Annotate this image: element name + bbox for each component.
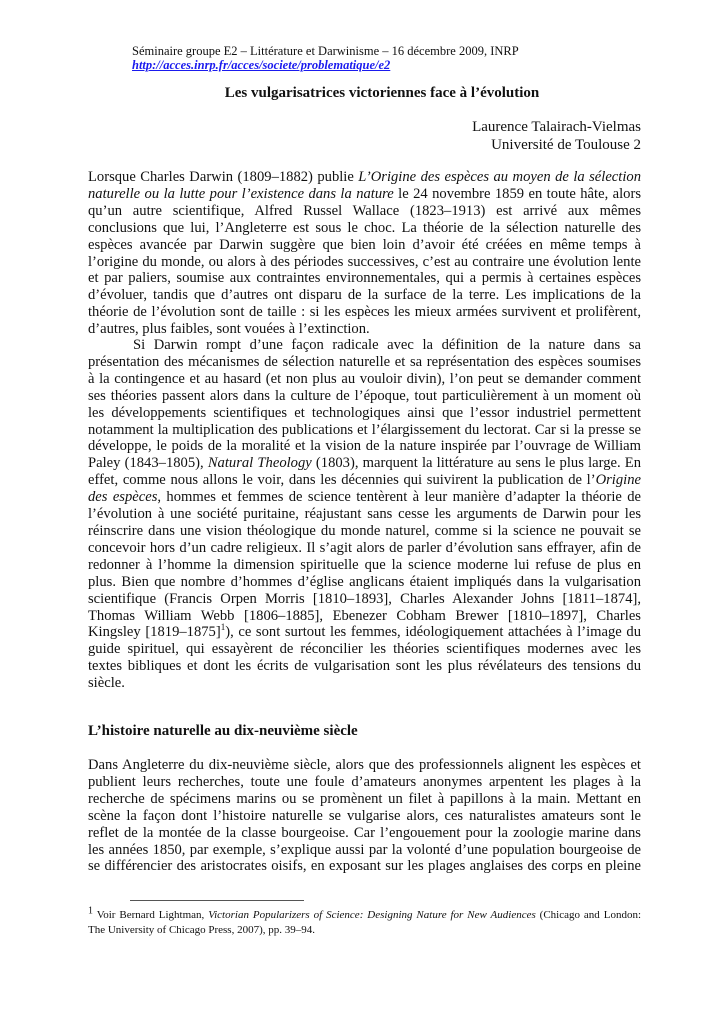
- text-run: se différencier des aristocrates oisifs, en exposant sur les plages anglaises des corps en pleine: [88, 858, 641, 875]
- footnote-marker: 1: [88, 905, 93, 917]
- text-run: qu’un autre scientifique, Alfred Russel Wallace (1823–1913) est arrivé aux mêmes: [88, 202, 641, 219]
- text-run: publient leurs recherches, toute une foule d’amateurs anonymes arpentent les plages à la: [88, 773, 641, 790]
- text-line: [88, 455, 641, 472]
- text-line: [88, 574, 641, 591]
- text-line: [88, 321, 641, 338]
- text-line: [88, 220, 641, 237]
- text-line: [88, 540, 641, 557]
- text-line: [88, 842, 641, 859]
- text-run: espèces avancée par Darwin suggère que bien loin d’avoir été créées en même temps à: [88, 236, 641, 253]
- text-run: Lorsque Charles Darwin (1809–1882) publie: [88, 169, 359, 185]
- text-run: le 24 novembre 1859 en toute hâte, alors: [393, 185, 641, 202]
- text-line: [88, 675, 641, 692]
- text-line: [88, 658, 641, 675]
- text-run: développe, le poids de la moralité et la vision de la nature inspirée par l’ouvrage de William: [88, 438, 641, 455]
- italic-title: Natural Theology: [207, 455, 312, 472]
- text-run: (1803), marquent la littérature au sens le plus large. En: [311, 455, 642, 472]
- text-run: siècle.: [88, 675, 125, 692]
- text-line: [88, 506, 641, 523]
- seminar-link[interactable]: http://acces.inrp.fr/acces/societe/problematique/e2: [132, 58, 391, 72]
- text-run: conclusions que lui, l’Angleterre est sous le choc. La théorie de la sélection naturelle des: [88, 219, 641, 236]
- text-line: [88, 858, 641, 875]
- text-line: [88, 489, 641, 506]
- text-line: [88, 608, 641, 625]
- text-line: [88, 557, 641, 574]
- text-line: [88, 438, 641, 455]
- text-run: guide spirituel, qui essayèrent de réconcilier les théories scientifiques modernes avec les: [88, 641, 641, 658]
- text-run: effet, comme nous allons le voir, dans les décennies qui suivirent la publication de l’: [88, 472, 596, 489]
- footnote-divider: [130, 900, 304, 901]
- text-run: d’évoluer, tandis que d’autres ont disparu de la surface de la terre. Les implications de la: [88, 287, 641, 304]
- paragraph-3: [88, 757, 641, 875]
- text-run: ), ce sont surtout les femmes, idéologiquement attachées à l’image du: [225, 624, 641, 641]
- text-line: [88, 591, 641, 608]
- text-run: d’autres, plus faibles, sont vouées à l’extinction.: [88, 321, 370, 338]
- text-line: [88, 905, 642, 923]
- italic-title: Origine: [595, 472, 641, 489]
- text-run: notamment la multiplication des publications et l’élargissement du lectorat. Car si la presse se: [88, 421, 641, 438]
- text-line: [88, 169, 641, 186]
- text-run: les années 1850, par exemple, s’explique aussi par la volonté d’une population bourgeoise de: [88, 841, 641, 858]
- text-line: [88, 304, 641, 321]
- italic-title: des espèces: [88, 489, 158, 506]
- text-line: [88, 641, 641, 658]
- footnote: [88, 905, 642, 938]
- text-line: [88, 254, 641, 271]
- text-run: ses théories passent alors dans la culture de l’époque, tout particulièrement à un moment où: [88, 387, 641, 404]
- text-run: à la contingence et au hasard (et non plus au vouloir divin), l’on peut se demander comment: [88, 370, 641, 387]
- text-line: [88, 270, 641, 287]
- text-line: [88, 388, 641, 405]
- text-line: [88, 757, 641, 774]
- text-run: Paley (1843–1805),: [88, 455, 208, 472]
- text-run: plus. Bien que nombre d’hommes d’église anglicans étaient impliqués dans la vulgarisation: [88, 573, 641, 590]
- paragraph-1: [88, 169, 641, 338]
- author-block: [472, 118, 641, 154]
- text-run: et par paliers, soumise aux contraintes environnementales, qui a permis à certaines espèces: [88, 270, 641, 287]
- text-run: scientifique (Francis Orpen Morris [1810–1893], Charles Alexander Johns [1811–1874],: [88, 590, 641, 607]
- italic-title: L’Origine des espèces au moyen de la sélection: [358, 169, 641, 185]
- text-line: [88, 472, 641, 489]
- text-line: [88, 287, 641, 304]
- footnote-marker: 1: [220, 622, 226, 633]
- text-run: Thomas William Webb [1806–1885], Ebenezer Cobham Brewer [1810–1897], Charles: [88, 607, 641, 624]
- text-line: [88, 405, 641, 422]
- text-line: [88, 354, 641, 371]
- text-run: Voir Bernard Lightman,: [93, 909, 209, 921]
- text-run: textes bibliques et dont les écrits de vulgarisation sont les plus révélateurs des tensions du: [88, 658, 641, 675]
- text-line: [88, 523, 641, 540]
- text-run: (Chicago and London:: [535, 909, 642, 921]
- text-run: théorie de l’évolution sont de taille : si les espèces les mieux armées survivent et prolifèrent,: [88, 304, 641, 321]
- text-line: [88, 825, 641, 842]
- author-affiliation: Université de Toulouse 2: [491, 137, 641, 153]
- text-run: l’évolution à une société puritaine, réajustant sans cesse les arguments de Darwin pour les: [88, 506, 641, 523]
- text-line: [88, 422, 641, 439]
- italic-title: Victorian Popularizers of Science: Designing Nature for New Audiences: [208, 909, 536, 921]
- text-run: reflet de la montée de la classe bourgeoise. Car l’engouement pour la zoologie marine dans: [88, 824, 641, 841]
- text-run: concevoir hors d’un cadre religieux. Il s’agit alors de parler d’évolution sans effrayer, afin de: [88, 539, 641, 556]
- document-title: Les vulgarisatrices victoriennes face à l’évolution: [224, 85, 540, 101]
- text-run: réinscrire dans une vision théologique du monde naturel, comme si la science ne pouvait se: [88, 522, 641, 539]
- author-name: Laurence Talairach-Vielmas: [472, 119, 641, 135]
- text-line: [88, 923, 641, 938]
- text-line: [88, 624, 641, 641]
- text-line: [88, 337, 641, 354]
- text-run: présentation des mécanismes de sélection naturelle et sa représentation des espèces soumises: [88, 353, 641, 370]
- text-line: [88, 774, 641, 791]
- text-run: les développements scientifiques et technologiques ainsi que l’essor industriel permettent: [88, 404, 641, 421]
- section-heading: L’histoire naturelle au dix-neuvième siècle: [88, 723, 358, 739]
- text-run: , hommes et femmes de science tentèrent à leur manière d’adapter la théorie de: [157, 489, 642, 506]
- text-line: [88, 791, 641, 808]
- text-line: [88, 237, 641, 254]
- italic-title: naturelle ou la lutte pour l’existence dans la nature: [88, 185, 394, 202]
- text-run: Kingsley [1819–1875]: [88, 624, 221, 641]
- text-run: recherche de spécimens marins ou se promènent un filet à papillons à la main. Mettant en: [88, 790, 641, 807]
- text-run: Dans Angleterre du dix-neuvième siècle, alors que des professionnels alignent les espèces et: [88, 757, 641, 773]
- text-line: [88, 186, 641, 203]
- text-line: [88, 808, 641, 825]
- text-run: redonner à l’homme la dimension spirituelle que la science moderne lui refuse de plus en: [88, 556, 641, 573]
- seminar-header: Séminaire groupe E2 – Littérature et Darwinisme – 16 décembre 2009, INRP: [132, 44, 519, 58]
- text-line: [88, 203, 641, 220]
- text-run: l’origine du monde, ou alors à des périodes successives, c’est au contraire une évolution lente: [88, 253, 641, 270]
- text-run: Si Darwin rompt d’une façon radicale avec la définition de la nature dans sa: [133, 337, 641, 353]
- text-line: [88, 371, 641, 388]
- paragraph-2: [88, 337, 641, 692]
- text-run: scène la façon dont l’histoire naturelle se vulgarise alors, ces naturalistes amateurs sont le: [88, 807, 641, 824]
- text-run: The University of Chicago Press, 2007), pp. 39–94.: [88, 924, 315, 936]
